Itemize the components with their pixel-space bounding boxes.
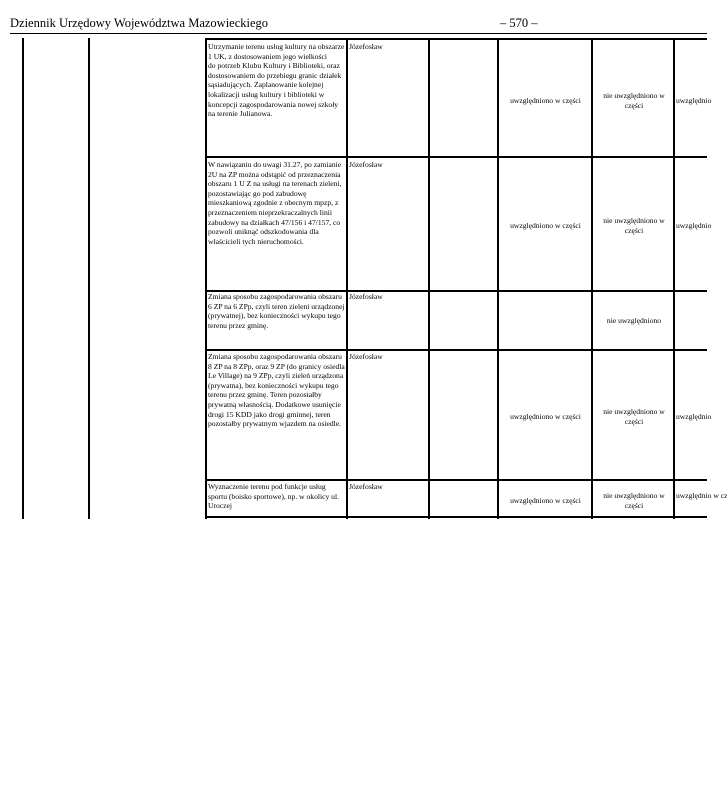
page-number: – 570 – bbox=[500, 16, 538, 30]
table-column-divider bbox=[88, 38, 90, 519]
journal-title: Dziennik Urzędowy Województwa Mazowieckiego bbox=[10, 16, 269, 30]
table-column-divider bbox=[591, 38, 593, 519]
table-border-bottom bbox=[205, 516, 707, 518]
table-column-divider bbox=[205, 38, 207, 519]
table-column-divider bbox=[497, 38, 499, 519]
row-status-1: uwzględniono w części bbox=[510, 412, 581, 421]
row-status-3: uwzględnio bbox=[676, 412, 712, 421]
row-status-1: uwzględniono w części bbox=[510, 496, 581, 505]
row-description: Wyznaczenie terenu pod funkcje usług sportu (boisko sportowe), np. w okolicy ul. Uroczej bbox=[208, 482, 339, 511]
row-location: Józefosław bbox=[349, 292, 383, 301]
header-rule bbox=[10, 33, 707, 34]
row-status-3: uwzględnio bbox=[676, 96, 712, 105]
table-row-divider bbox=[205, 156, 707, 158]
row-status-1: uwzględniono w części bbox=[510, 221, 581, 230]
row-status-2: nie uwzględniono bbox=[606, 316, 662, 325]
page-header bbox=[10, 14, 707, 34]
row-location: Józefosław bbox=[349, 160, 383, 169]
row-status-3: uwzględnio w cz bbox=[676, 491, 727, 500]
table-row-divider bbox=[205, 479, 707, 481]
row-description: W nawiązaniu do uwagi 31.27, po zamianie 2U na ZP można odstąpić od przeznaczenia obszaru 1 U Z na usługi na terenach zieleni, pozostawiając go pod zabudowę mieszkaniową zgodnie z obecnym mpzp, z przeznaczeniem nieprzekraczalnych linii zabudowy na działkach 47/156 i 47/157, co pozwoli uniknąć odszkodowania dla właścicieli tych nieruchomości. bbox=[208, 160, 342, 246]
row-status-2: nie uwzględniono w części bbox=[603, 216, 665, 235]
row-status-2: nie uwzględniono w części bbox=[603, 491, 665, 510]
row-status-2: nie uwzględniono w części bbox=[603, 91, 665, 110]
row-status-2: nie uwzględniono w części bbox=[603, 407, 665, 426]
row-status-3: uwzględnio bbox=[676, 221, 712, 230]
row-description: Zmiana sposobu zagospodarowania obszaru 8 ZP na 8 ZPp, oraz 9 ZP (do granicy osiedla Le Village) na 9 ZPp, czyli zieleń urządzona (prywatna), bez konieczności wykupu tego terenu przez gminę. Teren pozostałby prywatną własnością. Dodatkowe usunięcie drogi 15 KDD jako drogi gminnej, teren pozostałby prywatnym wjazdem na osiedle. bbox=[208, 352, 345, 429]
row-location: Józefosław bbox=[349, 482, 383, 491]
row-location: Józefosław bbox=[349, 42, 383, 51]
row-status-1: uwzględniono w części bbox=[510, 96, 581, 105]
table-column-divider bbox=[346, 38, 348, 519]
table-border-top bbox=[205, 38, 707, 40]
table-column-divider bbox=[428, 38, 430, 519]
row-location: Józefosław bbox=[349, 352, 383, 361]
row-description: Utrzymanie terenu usług kultury na obszarze 1 UK, z dostosowaniem jego wielkości do potrzeb Klubu Kultury i Biblioteki, oraz dostosowaniem do przebiegu granic działek sąsiadujących. Zaplanowanie kolejnej lokalizacji usług kultury i biblioteki w koncepcji zagospodarowania nowej szkoły na terenie Julianowa. bbox=[208, 42, 345, 119]
row-description: Zmiana sposobu zagospodarowania obszaru 6 ZP na 6 ZPp, czyli teren zieleni urządzonej (prywatnej), bez konieczności wykupu tego terenu przez gminę. bbox=[208, 292, 345, 330]
table-row-divider bbox=[205, 349, 707, 351]
table-border-left bbox=[22, 38, 24, 519]
